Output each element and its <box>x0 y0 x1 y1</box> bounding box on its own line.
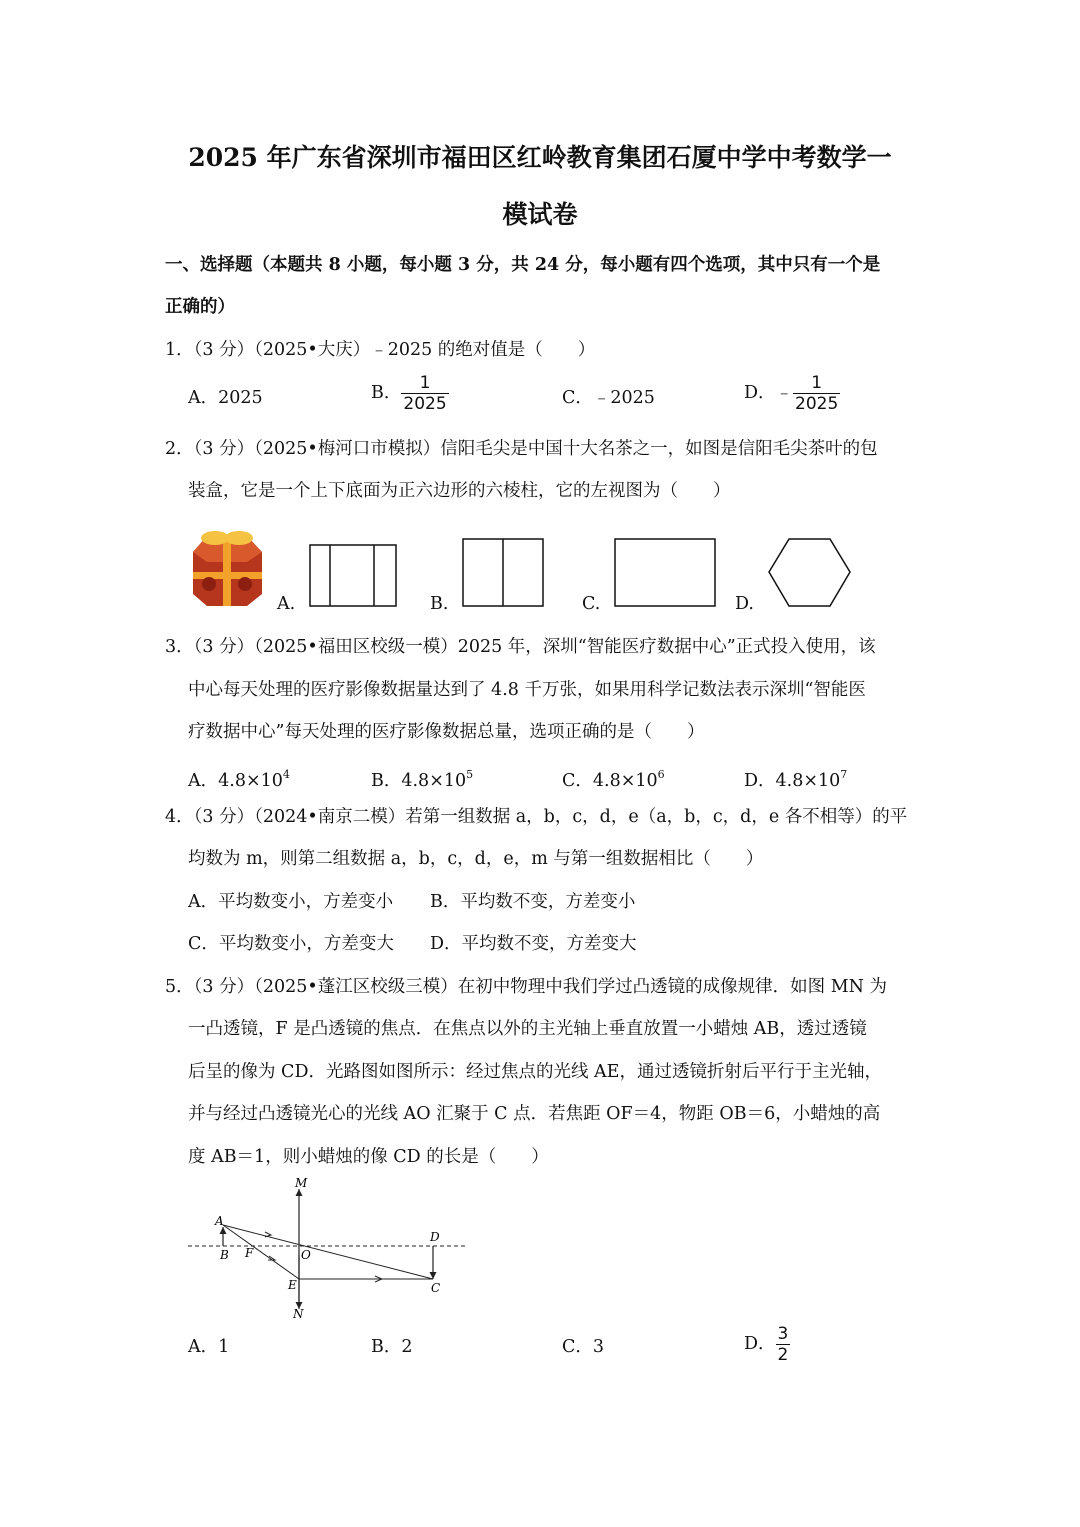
label-n: N <box>293 1307 304 1321</box>
label-a: A <box>215 1214 224 1228</box>
q2-option-b-figure <box>462 538 546 608</box>
q1-option-b <box>371 373 449 414</box>
label-c: C <box>431 1281 441 1295</box>
label-e: E <box>288 1278 297 1292</box>
gift-box-ribbon <box>223 536 231 606</box>
ray-ae <box>223 1225 299 1279</box>
q3-option-d-base: D．4.8×10 <box>744 771 841 791</box>
q2-option-a-label: A. <box>277 594 296 614</box>
gift-box-bow-left <box>201 531 229 545</box>
q4-option-a: A．平均数变小，方差变小 <box>188 892 394 912</box>
question-2-text-cont: 装盒，它是一个上下底面为正六边形的六棱柱，它的左视图为（ ） <box>188 481 731 501</box>
q3-option-b-base: B．4.8×10 <box>371 771 467 791</box>
exam-title-line2: 模试卷 <box>502 200 578 229</box>
q3-option-b-exponent: 5 <box>466 768 474 781</box>
q1-option-b-fraction <box>401 373 448 414</box>
q2-option-d-figure <box>767 537 853 609</box>
q5-option-d-label: D． <box>744 1334 776 1354</box>
exam-title-line1: 2025 年广东省深圳市福田区红岭教育集团石厦中学中考数学一 <box>188 143 892 172</box>
question-4-text: 4．（3 分）（2024•南京二模）若第一组数据 a，b，c，d，e（a，b，c，d，e 各不相等）的平 <box>165 807 908 827</box>
q3-option-d-exponent: 7 <box>840 768 848 781</box>
ray-arrow <box>265 1232 271 1237</box>
question-5-text-cont: 一凸透镜，F 是凸透镜的焦点．在焦点以外的主光轴上垂直放置一小蜡烛 AB，透过透镜 <box>188 1019 867 1039</box>
gift-box-image <box>185 522 270 608</box>
q2-option-b-label: B. <box>430 594 449 614</box>
question-5-text-cont: 并与经过凸透镜光心的光线 AO 汇聚于 C 点．若焦距 OF＝4，物距 OB＝6，小蜡烛的高 <box>188 1104 881 1124</box>
q4-option-c: C．平均数变小，方差变大 <box>188 934 394 954</box>
q5-option-b: B．2 <box>371 1337 413 1357</box>
q1-option-c: C．﹣2025 <box>562 388 655 408</box>
q1-option-d-label: D．﹣ <box>744 383 794 403</box>
q2-option-a-figure <box>309 544 399 608</box>
q2-option-c-label: C. <box>582 594 601 614</box>
question-5-text-cont: 后呈的像为 CD．光路图如图所示：经过焦点的光线 AE，通过透镜折射后平行于主光轴， <box>188 1062 882 1082</box>
fraction-numerator: 1 <box>811 373 823 393</box>
label-o: O <box>301 1248 311 1262</box>
q2-option-d-label: D. <box>735 594 754 614</box>
q5-option-d-fraction <box>776 1324 791 1365</box>
label-d: D <box>430 1230 440 1244</box>
q1-option-d <box>744 373 840 414</box>
q3-option-c <box>562 763 665 793</box>
question-3-text-cont: 中心每天处理的医疗影像数据量达到了 4.8 千万张，如果用科学记数法表示深圳“智能医 <box>188 680 866 700</box>
gift-box-bow-right <box>225 531 253 545</box>
q1-option-d-fraction <box>793 373 840 414</box>
q3-option-b <box>371 763 473 793</box>
q3-option-d <box>744 763 847 793</box>
question-1-text: 1．（3 分）（2025•大庆）﹣2025 的绝对值是（ ） <box>165 340 596 360</box>
question-5-text-cont: 度 AB＝1，则小蜡烛的像 CD 的长是（ ） <box>188 1147 549 1167</box>
lens-ray-diagram <box>185 1175 470 1323</box>
label-f: F <box>245 1246 254 1260</box>
question-5-text: 5．（3 分）（2025•蓬江区校级三模）在初中物理中我们学过凸透镜的成像规律．如图 MN 为 <box>165 977 888 997</box>
section-heading: 一、选择题（本题共 8 小题，每小题 3 分，共 24 分，每小题有四个选项，其中只有一个是 <box>165 255 881 275</box>
fraction-numerator: 3 <box>777 1324 789 1344</box>
ray-aoc <box>223 1225 433 1279</box>
fraction-numerator: 1 <box>419 373 431 393</box>
gift-box-emblem <box>202 577 216 591</box>
q3-option-c-base: C．4.8×10 <box>562 771 658 791</box>
q2-option-c-figure <box>614 538 718 608</box>
q5-option-d <box>744 1324 790 1365</box>
q3-option-a-exponent: 4 <box>282 768 290 781</box>
q3-option-a-base: A．4.8×10 <box>188 771 283 791</box>
question-3-text-cont: 疗数据中心”每天处理的医疗影像数据总量，选项正确的是（ ） <box>188 722 705 742</box>
question-4-text-cont: 均数为 m，则第二组数据 a，b，c，d，e，m 与第一组数据相比（ ） <box>188 849 764 869</box>
question-2-text: 2．（3 分）（2025•梅河口市模拟）信阳毛尖是中国十大名茶之一，如图是信阳毛尖茶叶的包 <box>165 439 878 459</box>
label-b: B <box>220 1248 229 1262</box>
section-heading-cont: 正确的） <box>165 297 235 317</box>
fraction-denominator: 2025 <box>795 394 839 414</box>
fraction-denominator: 2 <box>777 1345 789 1365</box>
q5-option-a: A．1 <box>188 1337 230 1357</box>
q3-option-a <box>188 763 290 793</box>
gift-box-ribbon-band <box>193 572 262 579</box>
q5-option-c: C．3 <box>562 1337 605 1357</box>
q1-option-a: A．2025 <box>188 388 263 408</box>
q3-option-c-exponent: 6 <box>657 768 665 781</box>
gift-box-emblem <box>238 577 252 591</box>
q1-option-b-label: B． <box>371 383 402 403</box>
label-m: M <box>295 1176 308 1190</box>
q4-option-d: D．平均数不变，方差变大 <box>430 934 637 954</box>
q4-option-b: B．平均数不变，方差变小 <box>430 892 636 912</box>
question-3-text: 3．（3 分）（2025•福田区校级一模）2025 年，深圳“智能医疗数据中心”正式投入使用，该 <box>165 637 876 657</box>
fraction-denominator: 2025 <box>403 394 447 414</box>
